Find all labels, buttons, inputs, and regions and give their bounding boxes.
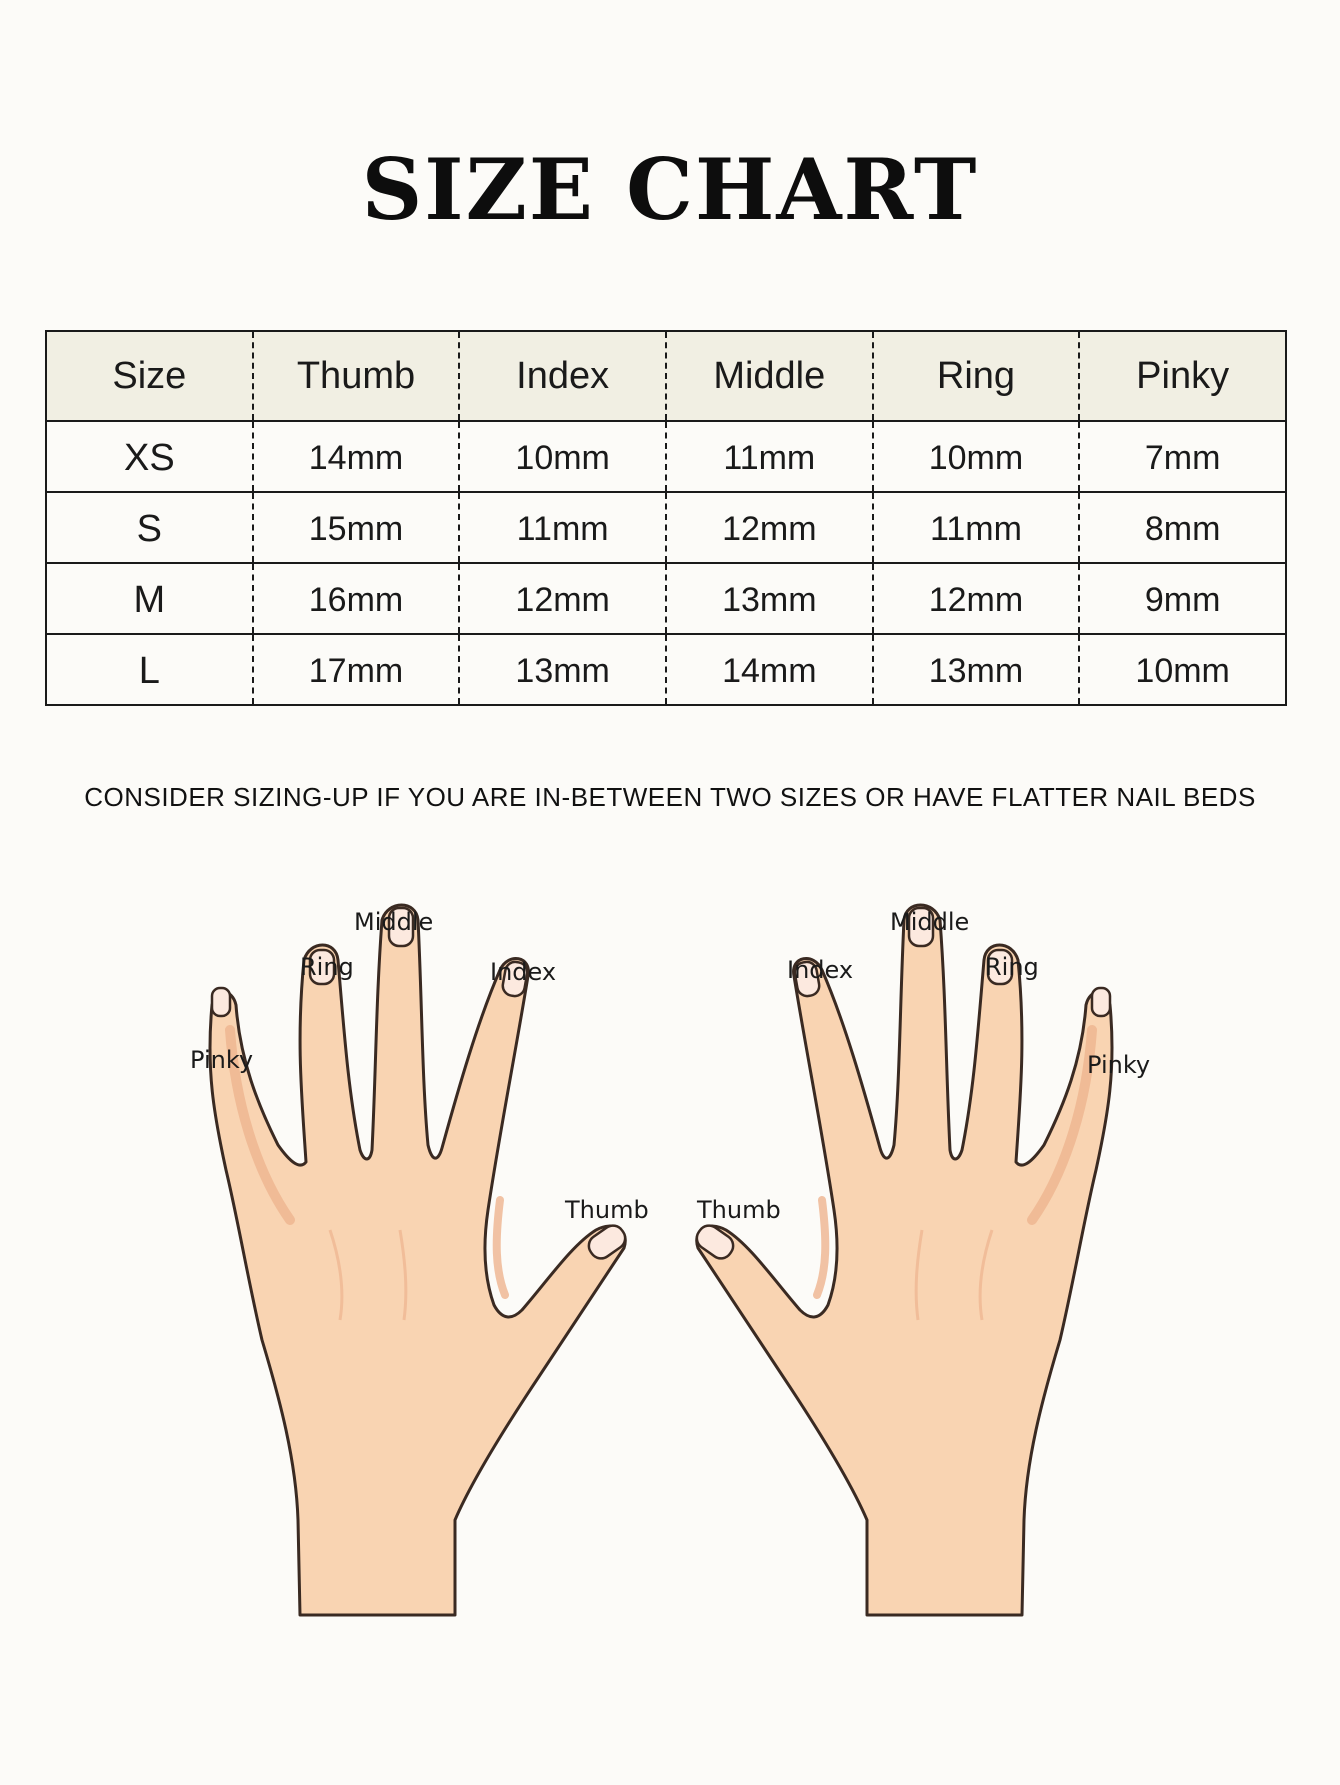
header-ring: Ring [873, 331, 1080, 421]
left-pinky-label: Pinky [190, 1046, 254, 1074]
header-middle: Middle [666, 331, 873, 421]
right-pinky-label: Pinky [1087, 1051, 1151, 1079]
cell-middle: 14mm [666, 634, 873, 705]
cell-index: 12mm [459, 563, 666, 634]
left-hand-outline [210, 905, 625, 1615]
cell-pinky: 10mm [1079, 634, 1286, 705]
table-row [46, 421, 1286, 492]
cell-thumb: 14mm [253, 421, 460, 492]
right-thumb-label: Thumb [697, 1196, 781, 1224]
cell-index: 10mm [459, 421, 666, 492]
left-pinky-nail [212, 988, 230, 1016]
cell-size: L [46, 634, 253, 705]
right-pinky-nail [1092, 988, 1110, 1016]
cell-ring: 13mm [873, 634, 1080, 705]
cell-ring: 10mm [873, 421, 1080, 492]
right-hand-outline [697, 905, 1112, 1615]
page-title: SIZE CHART [361, 140, 979, 239]
right-index-label: Index [787, 956, 854, 984]
cell-index: 11mm [459, 492, 666, 563]
cell-middle: 11mm [666, 421, 873, 492]
cell-pinky: 9mm [1079, 563, 1286, 634]
header-pinky: Pinky [1079, 331, 1286, 421]
left-middle-label: Middle [354, 908, 434, 936]
sizing-note: CONSIDER SIZING-UP IF YOU ARE IN-BETWEEN TWO SIZES OR HAVE FLATTER NAIL BEDS [84, 782, 1256, 812]
size-table [45, 330, 1287, 706]
hands-illustration [0, 900, 1340, 1620]
table-row [46, 563, 1286, 634]
cell-middle: 12mm [666, 492, 873, 563]
cell-thumb: 17mm [253, 634, 460, 705]
header-size: Size [46, 331, 253, 421]
right-middle-label: Middle [890, 908, 970, 936]
cell-ring: 12mm [873, 563, 1080, 634]
cell-thumb: 16mm [253, 563, 460, 634]
table-row [46, 634, 1286, 705]
cell-size: S [46, 492, 253, 563]
table-row [46, 492, 1286, 563]
cell-pinky: 8mm [1079, 492, 1286, 563]
right-ring-label: Ring [985, 953, 1039, 981]
cell-index: 13mm [459, 634, 666, 705]
cell-size: XS [46, 421, 253, 492]
left-hand [210, 905, 629, 1615]
left-ring-label: Ring [300, 953, 354, 981]
cell-thumb: 15mm [253, 492, 460, 563]
right-hand [693, 905, 1112, 1615]
cell-middle: 13mm [666, 563, 873, 634]
table-header-row [46, 331, 1286, 421]
cell-ring: 11mm [873, 492, 1080, 563]
cell-size: M [46, 563, 253, 634]
left-index-label: Index [490, 958, 557, 986]
cell-pinky: 7mm [1079, 421, 1286, 492]
header-index: Index [459, 331, 666, 421]
header-thumb: Thumb [253, 331, 460, 421]
left-thumb-label: Thumb [565, 1196, 649, 1224]
